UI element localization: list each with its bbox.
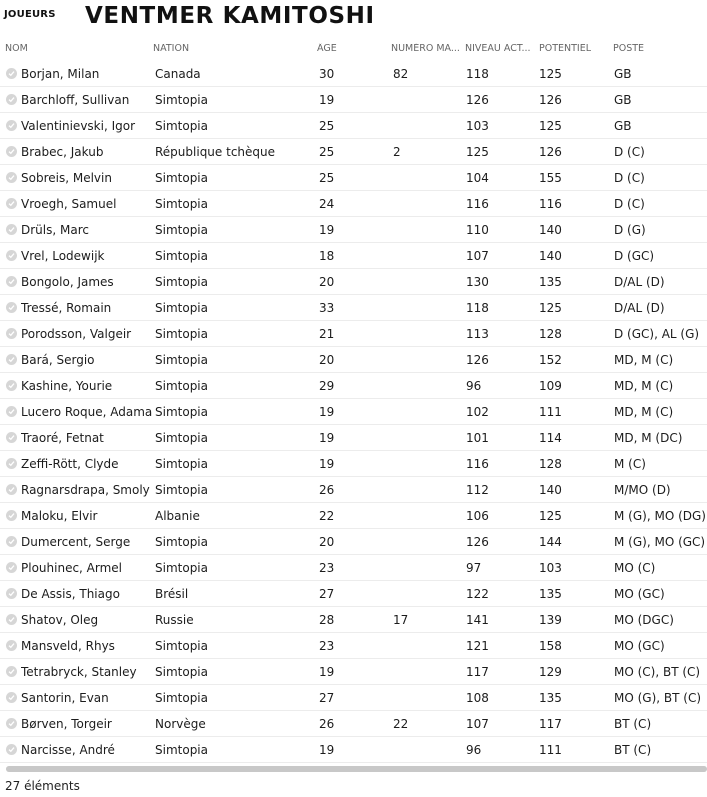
potential-cell: 111: [539, 743, 562, 757]
current-ability-cell: 104: [466, 171, 489, 185]
potential-cell: 114: [539, 431, 562, 445]
player-name-cell: Sobreis, Melvin: [21, 171, 112, 185]
table-row[interactable]: [0, 737, 707, 763]
age-cell: 19: [319, 93, 335, 107]
age-cell: 26: [319, 717, 335, 731]
column-header-name[interactable]: NOM: [5, 43, 28, 54]
table-row[interactable]: [0, 243, 707, 269]
nation-cell: Simtopia: [155, 561, 208, 575]
player-name-cell: Brabec, Jakub: [21, 145, 104, 159]
check-circle-icon[interactable]: [6, 146, 17, 157]
current-ability-cell: 102: [466, 405, 489, 419]
potential-cell: 129: [539, 665, 562, 679]
check-circle-icon[interactable]: [6, 198, 17, 209]
age-cell: 30: [319, 67, 335, 81]
section-label: JOUEURS: [4, 9, 56, 20]
player-name-cell: Mansveld, Rhys: [21, 639, 115, 653]
column-header-nation[interactable]: NATION: [153, 43, 190, 54]
player-name-cell: Shatov, Oleg: [21, 613, 99, 627]
potential-cell: 125: [539, 119, 562, 133]
position-cell: MD, M (C): [614, 379, 674, 393]
check-circle-icon[interactable]: [6, 510, 17, 521]
current-ability-cell: 113: [466, 327, 489, 341]
age-cell: 23: [319, 561, 335, 575]
table-row[interactable]: [0, 425, 707, 451]
check-circle-icon[interactable]: [6, 666, 17, 677]
current-ability-cell: 97: [466, 561, 482, 575]
potential-cell: 140: [539, 249, 562, 263]
nation-cell: Canada: [155, 67, 201, 81]
current-ability-cell: 116: [466, 457, 489, 471]
current-ability-cell: 107: [466, 717, 489, 731]
current-ability-cell: 117: [466, 665, 489, 679]
squad-number-cell: 17: [393, 613, 409, 627]
position-cell: D (G): [614, 223, 646, 237]
position-cell: M (G), MO (GC): [614, 535, 706, 549]
page-title: VENTMER KAMITOSHI: [85, 3, 375, 29]
table-row[interactable]: [0, 217, 707, 243]
current-ability-cell: 141: [466, 613, 489, 627]
check-circle-icon[interactable]: [6, 250, 17, 261]
nation-cell: Simtopia: [155, 93, 208, 107]
potential-cell: 140: [539, 223, 562, 237]
current-ability-cell: 107: [466, 249, 489, 263]
position-cell: D (GC): [614, 249, 655, 263]
nation-cell: Brésil: [155, 587, 189, 601]
current-ability-cell: 112: [466, 483, 489, 497]
column-header-position[interactable]: POSTE: [613, 43, 645, 54]
nation-cell: Simtopia: [155, 249, 208, 263]
table-row[interactable]: [0, 373, 707, 399]
player-name-cell: Børven, Torgeir: [21, 717, 112, 731]
age-cell: 19: [319, 405, 335, 419]
check-circle-icon[interactable]: [6, 588, 17, 599]
age-cell: 21: [319, 327, 335, 341]
table-row[interactable]: [0, 711, 707, 737]
player-name-cell: Porodsson, Valgeir: [21, 327, 132, 341]
player-name-cell: Dumercent, Serge: [21, 535, 131, 549]
table-row[interactable]: [0, 451, 707, 477]
check-circle-icon[interactable]: [6, 406, 17, 417]
position-cell: MO (GC): [614, 639, 665, 653]
table-row[interactable]: [0, 139, 707, 165]
players-table: [0, 61, 707, 763]
squad-number-cell: 2: [393, 145, 401, 159]
potential-cell: 125: [539, 509, 562, 523]
current-ability-cell: 126: [466, 93, 489, 107]
potential-cell: 125: [539, 67, 562, 81]
age-cell: 25: [319, 119, 335, 133]
potential-cell: 158: [539, 639, 562, 653]
age-cell: 23: [319, 639, 335, 653]
potential-cell: 125: [539, 301, 562, 315]
table-row[interactable]: [0, 581, 707, 607]
current-ability-cell: 103: [466, 119, 489, 133]
current-ability-cell: 118: [466, 67, 489, 81]
table-row[interactable]: [0, 165, 707, 191]
position-cell: MO (GC): [614, 587, 665, 601]
table-row[interactable]: [0, 295, 707, 321]
table-row[interactable]: [0, 347, 707, 373]
nation-cell: Simtopia: [155, 171, 208, 185]
player-name-cell: Kashine, Yourie: [21, 379, 113, 393]
age-cell: 29: [319, 379, 335, 393]
position-cell: GB: [614, 67, 632, 81]
position-cell: D/AL (D): [614, 301, 665, 315]
check-circle-icon[interactable]: [6, 276, 17, 287]
squad-number-cell: 22: [393, 717, 409, 731]
nation-cell: Simtopia: [155, 327, 208, 341]
nation-cell: République tchèque: [155, 145, 276, 159]
position-cell: D (GC), AL (G): [614, 327, 700, 341]
check-circle-icon[interactable]: [6, 718, 17, 729]
check-circle-icon[interactable]: [6, 120, 17, 131]
nation-cell: Simtopia: [155, 405, 208, 419]
nation-cell: Simtopia: [155, 483, 208, 497]
table-row[interactable]: [0, 659, 707, 685]
table-header: [0, 38, 707, 60]
player-name-cell: Tetrabryck, Stanley: [21, 665, 137, 679]
position-cell: M (G), MO (DG): [614, 509, 706, 523]
table-row[interactable]: [0, 503, 707, 529]
nation-cell: Simtopia: [155, 431, 208, 445]
position-cell: D (C): [614, 171, 645, 185]
age-cell: 18: [319, 249, 335, 263]
table-row[interactable]: [0, 321, 707, 347]
check-circle-icon[interactable]: [6, 380, 17, 391]
nation-cell: Simtopia: [155, 743, 208, 757]
check-circle-icon[interactable]: [6, 744, 17, 755]
position-cell: GB: [614, 119, 632, 133]
age-cell: 26: [319, 483, 335, 497]
potential-cell: 139: [539, 613, 562, 627]
current-ability-cell: 108: [466, 691, 489, 705]
age-cell: 25: [319, 171, 335, 185]
column-header-age[interactable]: ÂGE: [317, 43, 337, 54]
nation-cell: Simtopia: [155, 457, 208, 471]
column-header-number[interactable]: NUMÉRO MA...: [391, 43, 460, 54]
nation-cell: Simtopia: [155, 691, 208, 705]
age-cell: 33: [319, 301, 335, 315]
column-header-current-ability[interactable]: NIVEAU ACT...: [465, 43, 531, 54]
age-cell: 20: [319, 353, 335, 367]
table-row[interactable]: [0, 685, 707, 711]
check-circle-icon[interactable]: [6, 562, 17, 573]
nation-cell: Simtopia: [155, 223, 208, 237]
current-ability-cell: 96: [466, 379, 482, 393]
position-cell: D (C): [614, 197, 645, 211]
player-name-cell: Drüls, Marc: [21, 223, 89, 237]
age-cell: 24: [319, 197, 335, 211]
player-name-cell: Borjan, Milan: [21, 67, 100, 81]
potential-cell: 103: [539, 561, 562, 575]
age-cell: 19: [319, 431, 335, 445]
item-count: 27 éléments: [5, 779, 80, 793]
check-circle-icon[interactable]: [6, 94, 17, 105]
table-row[interactable]: [0, 607, 707, 633]
nation-cell: Albanie: [155, 509, 200, 523]
current-ability-cell: 110: [466, 223, 489, 237]
table-row[interactable]: [0, 477, 707, 503]
check-circle-icon[interactable]: [6, 224, 17, 235]
column-header-potential[interactable]: POTENTIEL: [539, 43, 592, 54]
potential-cell: 144: [539, 535, 562, 549]
position-cell: MO (DGC): [614, 613, 674, 627]
table-row[interactable]: [0, 113, 707, 139]
current-ability-cell: 116: [466, 197, 489, 211]
page-header: [0, 0, 707, 38]
player-name-cell: Barchloff, Sullivan: [21, 93, 130, 107]
potential-cell: 128: [539, 457, 562, 471]
position-cell: MD, M (C): [614, 353, 674, 367]
position-cell: BT (C): [614, 743, 652, 757]
position-cell: MO (G), BT (C): [614, 691, 702, 705]
scrollbar-thumb[interactable]: [6, 766, 707, 772]
age-cell: 22: [319, 509, 335, 523]
age-cell: 19: [319, 457, 335, 471]
current-ability-cell: 126: [466, 353, 489, 367]
age-cell: 19: [319, 223, 335, 237]
table-row[interactable]: [0, 87, 707, 113]
potential-cell: 140: [539, 483, 562, 497]
player-name-cell: Lucero Roque, Adama: [21, 405, 152, 419]
current-ability-cell: 130: [466, 275, 489, 289]
position-cell: GB: [614, 93, 632, 107]
age-cell: 27: [319, 587, 335, 601]
nation-cell: Simtopia: [155, 275, 208, 289]
current-ability-cell: 101: [466, 431, 489, 445]
player-name-cell: Valentinievski, Igor: [21, 119, 136, 133]
player-name-cell: Vroegh, Samuel: [21, 197, 117, 211]
position-cell: MO (C), BT (C): [614, 665, 701, 679]
check-circle-icon[interactable]: [6, 328, 17, 339]
player-name-cell: Maloku, Elvir: [21, 509, 98, 523]
potential-cell: 128: [539, 327, 562, 341]
player-name-cell: Narcisse, André: [21, 743, 115, 757]
player-name-cell: Ragnarsdrapa, Smoly: [21, 483, 150, 497]
player-name-cell: Bongolo, James: [21, 275, 114, 289]
check-circle-icon[interactable]: [6, 354, 17, 365]
position-cell: MD, M (C): [614, 405, 674, 419]
current-ability-cell: 121: [466, 639, 489, 653]
check-circle-icon[interactable]: [6, 172, 17, 183]
squad-number-cell: 82: [393, 67, 409, 81]
age-cell: 19: [319, 665, 335, 679]
potential-cell: 117: [539, 717, 562, 731]
player-name-cell: Vrel, Lodewijk: [21, 249, 105, 263]
potential-cell: 135: [539, 691, 562, 705]
age-cell: 27: [319, 691, 335, 705]
check-circle-icon[interactable]: [6, 640, 17, 651]
check-circle-icon[interactable]: [6, 484, 17, 495]
potential-cell: 111: [539, 405, 562, 419]
current-ability-cell: 118: [466, 301, 489, 315]
nation-cell: Simtopia: [155, 665, 208, 679]
position-cell: M/MO (D): [614, 483, 671, 497]
player-name-cell: Tressé, Romain: [21, 301, 112, 315]
nation-cell: Russie: [155, 613, 194, 627]
position-cell: MO (C): [614, 561, 656, 575]
age-cell: 19: [319, 743, 335, 757]
table-row[interactable]: [0, 555, 707, 581]
position-cell: D/AL (D): [614, 275, 665, 289]
nation-cell: Simtopia: [155, 197, 208, 211]
age-cell: 20: [319, 275, 335, 289]
potential-cell: 109: [539, 379, 562, 393]
current-ability-cell: 125: [466, 145, 489, 159]
potential-cell: 126: [539, 145, 562, 159]
potential-cell: 135: [539, 275, 562, 289]
player-name-cell: Bará, Sergio: [21, 353, 95, 367]
player-name-cell: Santorin, Evan: [21, 691, 109, 705]
current-ability-cell: 96: [466, 743, 482, 757]
check-circle-icon[interactable]: [6, 614, 17, 625]
check-circle-icon[interactable]: [6, 68, 17, 79]
age-cell: 28: [319, 613, 335, 627]
nation-cell: Simtopia: [155, 379, 208, 393]
position-cell: BT (C): [614, 717, 652, 731]
table-row[interactable]: [0, 633, 707, 659]
current-ability-cell: 126: [466, 535, 489, 549]
player-name-cell: Plouhinec, Armel: [21, 561, 123, 575]
table-row[interactable]: [0, 529, 707, 555]
potential-cell: 116: [539, 197, 562, 211]
nation-cell: Simtopia: [155, 353, 208, 367]
current-ability-cell: 106: [466, 509, 489, 523]
position-cell: MD, M (DC): [614, 431, 683, 445]
player-name-cell: Zeffi-Rött, Clyde: [21, 457, 119, 471]
nation-cell: Simtopia: [155, 639, 208, 653]
player-name-cell: Traoré, Fetnat: [21, 431, 104, 445]
position-cell: D (C): [614, 145, 645, 159]
potential-cell: 135: [539, 587, 562, 601]
current-ability-cell: 122: [466, 587, 489, 601]
position-cell: M (C): [614, 457, 646, 471]
table-row[interactable]: [0, 191, 707, 217]
age-cell: 20: [319, 535, 335, 549]
nation-cell: Norvège: [155, 717, 206, 731]
nation-cell: Simtopia: [155, 301, 208, 315]
nation-cell: Simtopia: [155, 535, 208, 549]
nation-cell: Simtopia: [155, 119, 208, 133]
potential-cell: 152: [539, 353, 562, 367]
table-row[interactable]: [0, 269, 707, 295]
horizontal-scrollbar[interactable]: [6, 766, 707, 772]
player-name-cell: De Assis, Thiago: [21, 587, 120, 601]
check-circle-icon[interactable]: [6, 302, 17, 313]
table-row[interactable]: [0, 61, 707, 87]
check-circle-icon[interactable]: [6, 536, 17, 547]
check-circle-icon[interactable]: [6, 432, 17, 443]
table-row[interactable]: [0, 399, 707, 425]
potential-cell: 155: [539, 171, 562, 185]
potential-cell: 126: [539, 93, 562, 107]
check-circle-icon[interactable]: [6, 692, 17, 703]
check-circle-icon[interactable]: [6, 458, 17, 469]
age-cell: 25: [319, 145, 335, 159]
